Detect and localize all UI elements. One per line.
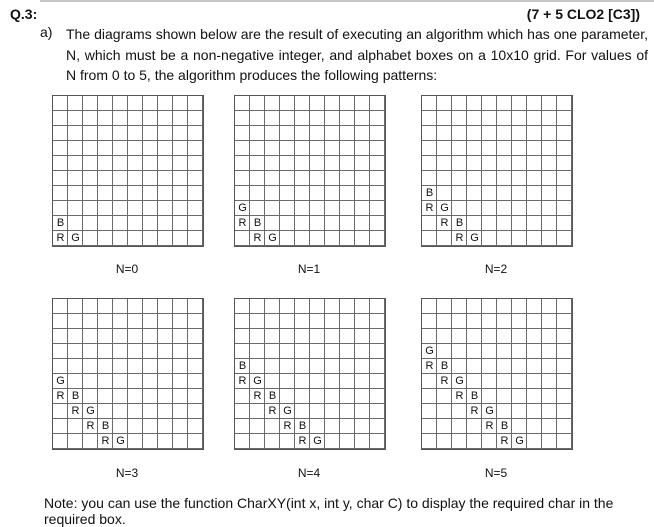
grid-label-n2: N=2 <box>484 262 508 276</box>
question-part-label: a) <box>40 24 53 40</box>
grid-n1 <box>234 95 386 247</box>
grid-n3 <box>52 298 204 450</box>
grid-letter: G <box>268 232 277 244</box>
grid-n2 <box>421 95 573 247</box>
grid-letter: R <box>440 217 449 229</box>
grid-letter: R <box>500 435 509 447</box>
grid-letter: R <box>440 375 449 387</box>
grid-letter: B <box>425 187 434 199</box>
grid-letter: R <box>253 232 262 244</box>
grid-letter: R <box>268 405 277 417</box>
grid-label-n4: N=4 <box>297 466 321 480</box>
grid-letter: R <box>71 405 80 417</box>
grid-letter: R <box>101 435 110 447</box>
grid-letter: G <box>253 375 262 387</box>
grid-letter: B <box>298 420 307 432</box>
grid-letter: R <box>455 232 464 244</box>
grid-letter: B <box>440 360 449 372</box>
grid-letter: R <box>56 232 65 244</box>
grid-label-n0: N=0 <box>115 262 139 276</box>
grid-letter: R <box>298 435 307 447</box>
note-text: Note: you can use the function CharXY(int x, int y, char C) to display the required char in the required box. <box>44 495 614 527</box>
grid-letter: B <box>253 217 262 229</box>
grid-letter: B <box>500 420 509 432</box>
grid-letter: B <box>238 360 247 372</box>
grid-letter: G <box>470 232 479 244</box>
question-number: Q.3: <box>10 6 38 22</box>
grid-label-n1: N=1 <box>297 262 321 276</box>
grid-letter: R <box>283 420 292 432</box>
grid-letter: G <box>440 202 449 214</box>
grid-n0 <box>52 95 204 247</box>
grid-letter: G <box>425 345 434 357</box>
grid-letter: G <box>515 435 524 447</box>
grid-letter: G <box>485 405 494 417</box>
grid-letter: B <box>455 217 464 229</box>
grid-label-n5: N=5 <box>484 466 508 480</box>
grid-letter: R <box>238 375 247 387</box>
grid-letter: R <box>425 360 434 372</box>
grid-n4 <box>234 298 386 450</box>
grid-letter: G <box>455 375 464 387</box>
top-rule <box>40 0 654 2</box>
grid-letter: G <box>116 435 125 447</box>
grid-letter: G <box>56 375 65 387</box>
grid-letter: B <box>268 390 277 402</box>
grid-letter: G <box>238 202 247 214</box>
grid-letter: B <box>56 217 65 229</box>
grid-label-n3: N=3 <box>115 466 139 480</box>
grid-letter: R <box>425 202 434 214</box>
grid-letter: G <box>283 405 292 417</box>
grid-letter: B <box>71 390 80 402</box>
grid-letter: R <box>485 420 494 432</box>
grid-letter: B <box>470 390 479 402</box>
marks-label: (7 + 5 CLO2 [C3]) <box>526 6 640 22</box>
grid-letter: B <box>101 420 110 432</box>
grid-letter: R <box>56 390 65 402</box>
grid-letter: G <box>86 405 95 417</box>
grid-letter: R <box>470 405 479 417</box>
grid-letter: G <box>313 435 322 447</box>
question-text: The diagrams shown below are the result of executing an algorithm which has one parameter, N, which must be a non-negative integer, and alphabet boxes on a 10x10 grid. For values of N from 0 to 5, the algorithm produces the following patterns: <box>66 26 648 83</box>
grid-letter: R <box>253 390 262 402</box>
grid-letter: G <box>71 232 80 244</box>
grid-n5 <box>421 298 573 450</box>
grid-letter: R <box>86 420 95 432</box>
grid-letter: R <box>238 217 247 229</box>
grid-letter: R <box>455 390 464 402</box>
